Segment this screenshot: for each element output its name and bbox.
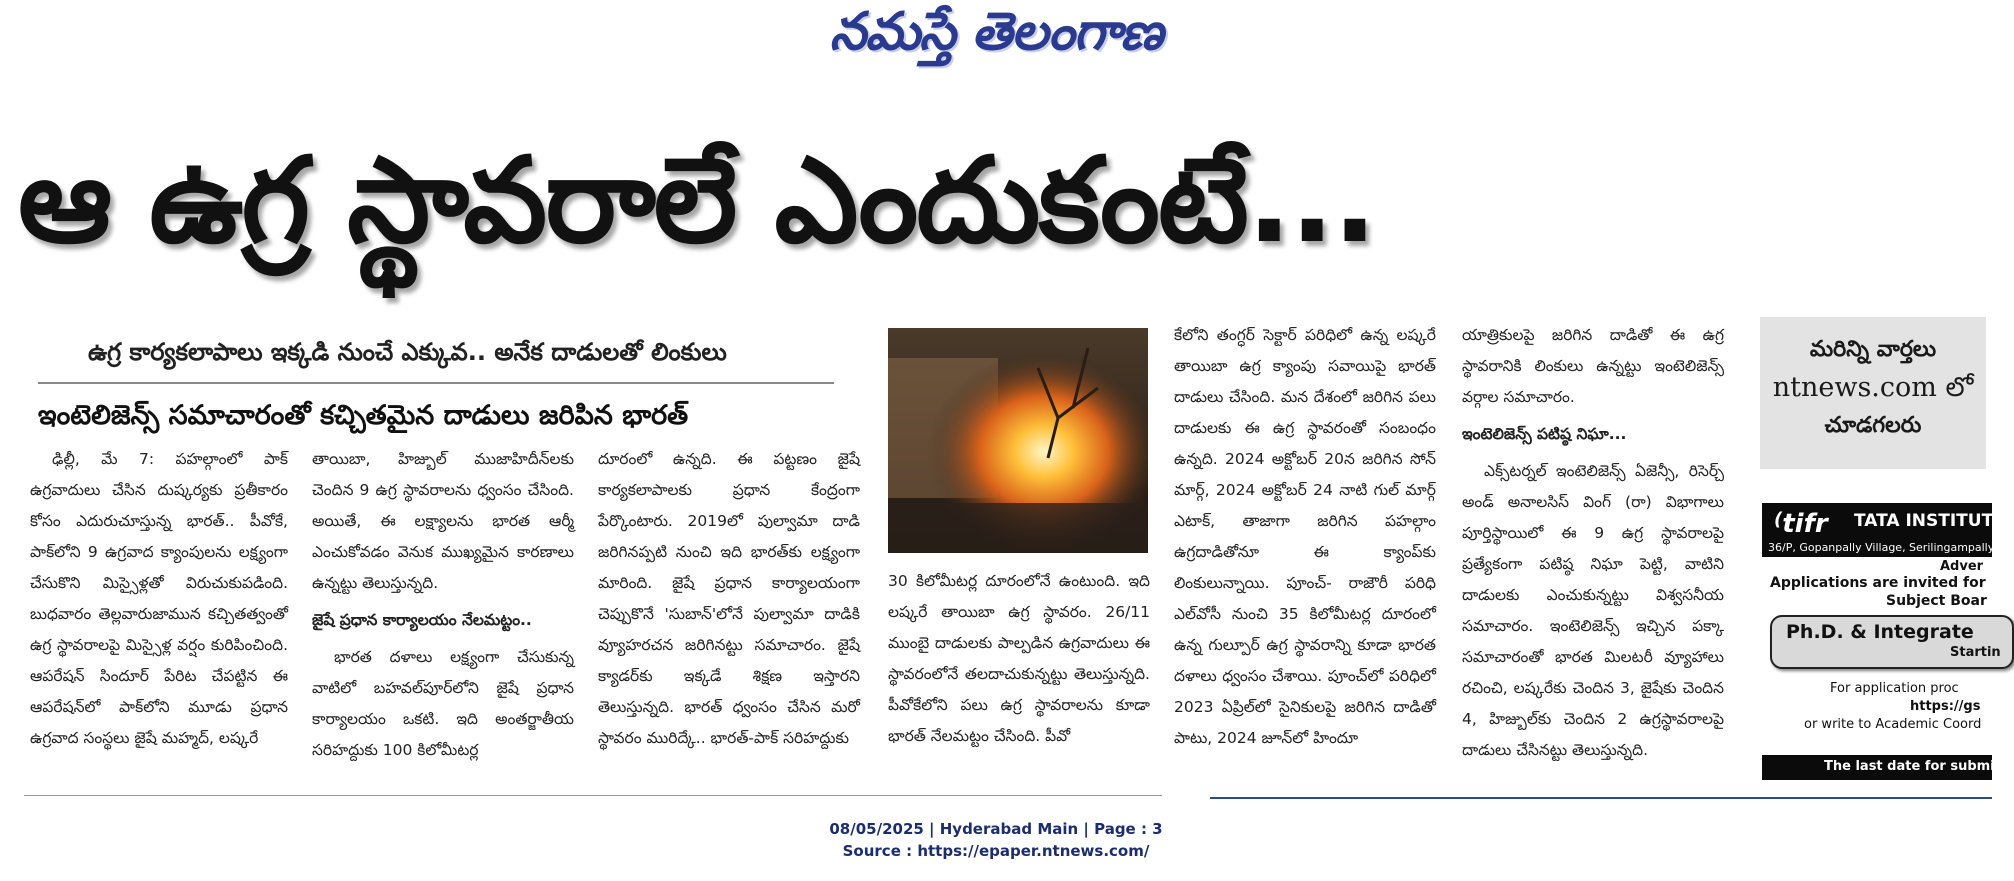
article-paragraph: ఢిల్లీ, మే 7: పహల్గాంలో పాక్ ఉగ్రవాదులు చేసిన దుష్కర్యకు ప్రతీకారం కోసం ఎదురుచూస్తున్న భారత్.. పీవోకే, పాక్‌లోని 9 ఉగ్రవాద క్యాంపులను లక్ష్యంగా చేసుకొని మిస్సైళ్లతో విరుచుకుపడింది. బుధవారం తెల్లవారుజామున కచ్చితత్వంతో ఉగ్ర స్థావరాలపై మిస్సైళ్ల వర్షం కురిపించింది. ఆపరేషన్ సిందూర్ పేరిట చేపట్టిన ఈ ఆపరేషన్‌లో పాక్‌లోని మూడు ప్రధాన ఉగ్రవాద సంస్థలు జైషే మహ్మద్, లష్కరే [30, 450, 288, 747]
ad-pill-main: Ph.D. & Integrate [1786, 621, 1974, 643]
ad-info-link[interactable]: https://gs [1910, 699, 1981, 714]
more-news-url[interactable]: ntnews.com లో [1772, 372, 1974, 403]
article-column-2 [312, 444, 574, 772]
ad-body [1762, 557, 2001, 675]
article-paragraph: దూరంలో ఉన్నది. ఈ పట్టణం జైషే కార్యకలాపాలకు ప్రధాన కేంద్రంగా పేర్కొంటారు. 2019లో పుల్వామా దాడి జరిగినప్పటి నుంచి ఇది భారత్‌కు లక్ష్యంగా మారింది. జైషే ప్రధాన కార్యాలయంగా చెప్పుకొనే 'సుబాన్'లోనే పుల్వామా దాడికి వ్యూహరచన జరిగినట్టు సమాచారం. జైషే క్యాడర్‌కు ఇక్కడే శిక్షణ ఇస్తారని తెలుస్తున్నది. భారత్ ధ్వంసం చేసిన మరో స్థావరం మురిద్కే.. భారత్-పాక్ సరిహద్దుకు [598, 450, 860, 747]
subheadline-primary: ఉగ్ర కార్యకలాపాలు ఇక్కడి నుంచే ఎక్కువ.. అనేక దాడులతో లింకులు [88, 338, 727, 366]
article-column-6 [1462, 320, 1724, 772]
tifr-logo-icon: ( [1774, 509, 1783, 530]
article-column-1 [30, 444, 288, 772]
ad-pill-sub: Startin [1950, 645, 2001, 660]
ad-program-pill [1770, 615, 2014, 669]
article-column-4 [888, 566, 1150, 772]
article-paragraph: 30 కిలోమీటర్ల దూరంలోనే ఉంటుంది. ఇది లష్కరే తాయిబా ఉగ్ర స్థావరం. 26/11 ముంబై దాడులకు పాల్పడిన ఉగ్రవాదులు ఈ స్థావరంలోనే తలదాచుకున్నట్టు తెలుస్తున్నది. పీవోకేలోని పలు ఉగ్ర స్థావరాలను కూడా భారత్ నేలమట్టం చేసింది. పీవో [888, 572, 1150, 745]
headline: ఆ ఉగ్ర స్థావరాలే ఎందుకంటే... [18, 131, 1376, 269]
tifr-advertisement[interactable] [1762, 503, 2008, 780]
masthead-title: నమస్తే తెలంగాణ [829, 2, 1163, 62]
ad-deadline: The last date for submitt [1824, 759, 2008, 774]
ad-line-2: Subject Boar [1886, 593, 1987, 609]
article-column-3 [598, 444, 860, 772]
ad-advert-label: Adver [1940, 559, 1984, 574]
section-heading: ఇంటెలిజెన్స్ పటిష్ఠ నిఘా... [1462, 425, 1627, 443]
tifr-logo-text: tifr [1782, 509, 1828, 539]
footer-divider-right [1210, 797, 1992, 799]
footer-source-link[interactable]: Source : https://epaper.ntnews.com/ [842, 842, 1150, 860]
section-heading: జైషే ప్రధాన కార్యాలయం నేలమట్టం.. [312, 611, 532, 629]
more-news-line-1: మరిన్ని వార్తలు [1809, 337, 1937, 362]
footer-edition-info: 08/05/2025 | Hyderabad Main | Page : 3 [829, 820, 1163, 838]
ad-address: 36/P, Gopanpally Village, Serilingampally [1768, 541, 1995, 554]
footer-divider-left [24, 795, 1162, 796]
ad-title: TATA INSTITUT [1854, 511, 1994, 531]
more-news-box[interactable] [1760, 317, 1986, 469]
article-paragraph: భారత దళాలు లక్ష్యంగా చేసుకున్న వాటిలో బహవల్‌పూర్‌లోని జైషే ప్రధాన కార్యాలయం ఒకటి. ఇది అంతర్జాతీయ సరిహద్దుకు 100 కిలోమీటర్ల [312, 648, 574, 759]
article-column-5 [1174, 320, 1436, 772]
article-paragraph: తాయిబా, హిజ్బుల్ ముజాహిదీన్‌లకు చెందిన 9 ఉగ్ర స్థావరాలను ధ్వంసం చేసింది. అయితే, ఈ లక్ష్యాలను భారత ఆర్మీ ఎంచుకోవడం వెనుక ముఖ్యమైన కారణాలు ఉన్నట్టు తెలుస్తున్నది. [312, 450, 574, 592]
article-paragraph: కేలోని తంగ్ధర్ సెక్టార్ పరిధిలో ఉన్న లష్కరే తాయిబా ఉగ్ర క్యాంపు సవాయిపై భారత్ దాడులు చేసింది. మన దేశంలో జరిగిన పలు దాడులకు ఈ ఉగ్ర స్థావరంతో సంబంధం ఉన్నది. 2024 అక్టోబర్ 20న జరిగిన సోన్ మార్గ్, 2024 అక్టోబర్ 24 నాటి గుల్ మార్గ్ ఎటాక్, తాజాగా జరిగిన పహల్గాం ఉగ్రదాడితోనూ ఈ క్యాంప్‌కు లింకులున్నాయి. పూంచ్- రాజౌరీ పరిధి ఎల్‌వోసీ నుంచి 35 కిలోమీటర్ల దూరంలో ఉన్న గుల్పూర్ ఉగ్ర స్థావరాన్ని కూడా భారత దళాలు ధ్వంసం చేశాయి. పూంచ్‌లో పరిధిలో 2023 ఏప్రిల్‌లో సైనికులపై జరిగిన దాడితో పాటు, 2024 జూన్‌లో హిందూ [1174, 326, 1436, 747]
article-paragraph: ఎక్స్‌టర్నల్ ఇంటెలిజెన్స్ ఏజెన్సీ, రిసెర్చ్ అండ్ అనాలసిస్ వింగ్ (రా) విభాగాలు పూర్తిస్థాయిలో ఈ 9 ఉగ్ర స్థావరాలపై ప్రత్యేకంగా పటిష్ఠ నిఘా పెట్టి, వాటిని దాడులకు ఎంచుకున్నట్టు విశ్వసనీయ సమాచారం. ఇంటెలిజెన్స్ ఇచ్చిన పక్కా సమాచారంతో భారత మిలటరీ వ్యూహాలు రచించి, లష్కరేకు చెందిన 3, జైషేకు చెందిన 4, హిజ్బుల్‌కు చెందిన 2 ఉగ్రస్థావరాలపై దాడులు చేసినట్టు తెలుస్తున్నది. [1462, 462, 1724, 759]
article-photo [888, 328, 1148, 553]
ad-line-1: Applications are invited for [1770, 575, 1986, 591]
article-paragraph: యాత్రికులపై జరిగిన దాడితో ఈ ఉగ్ర స్థావరానికి లింకులు ఉన్నట్టు ఇంటెలిజెన్స్ వర్గాల సమాచారం. [1462, 326, 1724, 406]
tifr-logo [1774, 509, 1828, 539]
ad-info-1: For application proc [1830, 681, 1959, 696]
subhead-divider [38, 382, 834, 384]
subheadline-secondary: ఇంటెలిజెన్స్ సమాచారంతో కచ్చితమైన దాడులు జరిపిన భారత్ [38, 400, 689, 431]
ad-info-3: or write to Academic Coord [1804, 717, 1982, 732]
ad-info [1762, 675, 1992, 755]
more-news-line-3: చూడగలరు [1824, 413, 1922, 438]
